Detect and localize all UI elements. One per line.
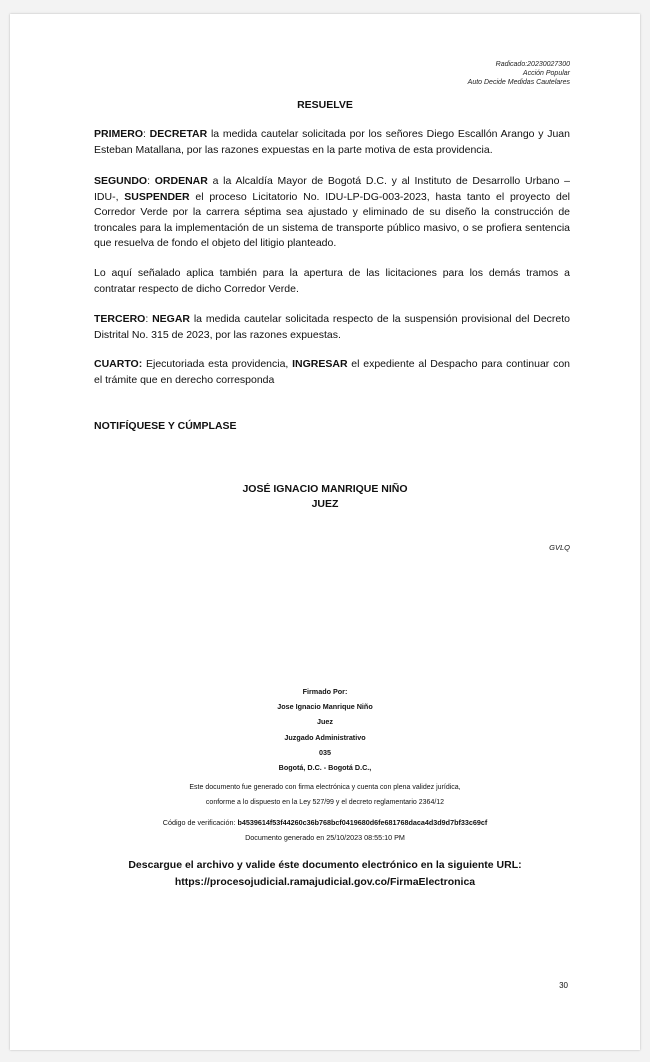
notify-heading: NOTIFÍQUESE Y CÚMPLASE (94, 420, 237, 432)
segundo-paragraph (94, 174, 570, 252)
initials-text: GVLQ (549, 543, 570, 552)
signer-role: Juez (317, 717, 333, 727)
extra-paragraph: Lo aquí señalado aplica también para la apertura de las licitaciones para los demás tramos a contratar respecto de dicho Corredor Verde. (94, 267, 570, 295)
tercero-sep: : (145, 313, 153, 325)
signer-court-number: 035 (319, 747, 331, 757)
signer-city: Bogotá, D.C. - Bogotá D.C., (278, 763, 372, 773)
accion-text: Acción Popular (522, 70, 570, 77)
page-number: 30 (559, 981, 568, 990)
primero-sep: : (143, 128, 150, 140)
segundo-text-2: el proceso Licitatorio No. IDU-LP-DG-003-2023, hasta tanto el proyecto del Corredor Verde por la carrera séptima sea ajustado y eliminado de su diseño la construcción de troncales para la implementación de un sistema de transporte público masivo, o se profiera sentencia que resuelva de fondo el objeto del litigio planteado. (94, 190, 570, 250)
signed-by-label: Firmado Por: (302, 687, 348, 696)
cuarto-verb: INGRESAR (292, 358, 348, 370)
electronic-signature-block (10, 684, 640, 846)
segundo-sep: : (147, 175, 155, 187)
segundo-label: SEGUNDO (94, 175, 148, 187)
generated-date: Documento generado en 25/10/2023 08:55:10 PM (245, 833, 405, 843)
verification-code-label: Código de verificación: (162, 818, 238, 828)
document-header (468, 60, 570, 87)
judge-block (10, 482, 640, 512)
signer-court: Juzgado Administrativo (284, 732, 366, 742)
judge-name: JOSÉ IGNACIO MANRIQUE NIÑO (242, 483, 408, 495)
judge-role: JUEZ (311, 498, 339, 510)
download-text: Descargue el archivo y valide éste documento electrónico en la siguiente URL: (128, 859, 522, 871)
resolve-title: RESUELVE (297, 99, 353, 111)
auto-text: Auto Decide Medidas Cautelares (467, 79, 570, 86)
primero-text: la medida cautelar solicitada por los señores Diego Escallón Arango y Juan Esteban Matallana, por las razones expuestas en la parte motiva de esta providencia. (94, 128, 570, 156)
legal-notice-line-1: Este documento fue generado con firma electrónica y cuenta con plena validez jurídica, (189, 784, 461, 792)
tercero-paragraph (94, 312, 570, 343)
document-page (10, 14, 640, 1050)
cuarto-text-2: el expediente al Despacho para continuar con el trámite que en derecho corresponda (94, 358, 570, 386)
segundo-verb: ORDENAR (154, 175, 208, 187)
segundo-verb-2: SUSPENDER (124, 190, 190, 203)
cuarto-label: CUARTO: (94, 358, 143, 370)
tercero-label: TERCERO (94, 313, 146, 325)
legal-notice (10, 780, 640, 810)
download-instructions (10, 857, 640, 891)
primero-verb: DECRETAR (149, 128, 208, 140)
radicado-text: Radicado:20230027300 (495, 61, 570, 68)
segundo-text-1: a la Alcaldía Mayor de Bogotá D.C. y al Instituto de Desarrollo Urbano – IDU-, (94, 175, 570, 203)
download-url[interactable]: https://procesojudicial.ramajudicial.gov.co/FirmaElectronica (174, 876, 476, 888)
cuarto-text-1: Ejecutoriada esta providencia, (142, 358, 293, 370)
tercero-verb: NEGAR (152, 313, 191, 325)
primero-paragraph (94, 127, 570, 158)
verification-code: b4539614f53f44260c36b768bcf0419680d6fe681768daca4d3d9d7bf33c69cf (237, 818, 488, 828)
legal-notice-line-2: conforme a lo dispuesto en la Ley 527/99 y el decreto reglamentario 2364/12 (205, 799, 445, 807)
primero-label: PRIMERO (94, 128, 144, 140)
verification-code-line (10, 815, 640, 830)
signer-name: Jose Ignacio Manrique Niño (277, 702, 373, 712)
cuarto-paragraph (94, 357, 570, 388)
tercero-text: la medida cautelar solicitada respecto de la suspensión provisional del Decreto Distrital No. 315 de 2023, por las razones expuestas. (94, 313, 570, 341)
